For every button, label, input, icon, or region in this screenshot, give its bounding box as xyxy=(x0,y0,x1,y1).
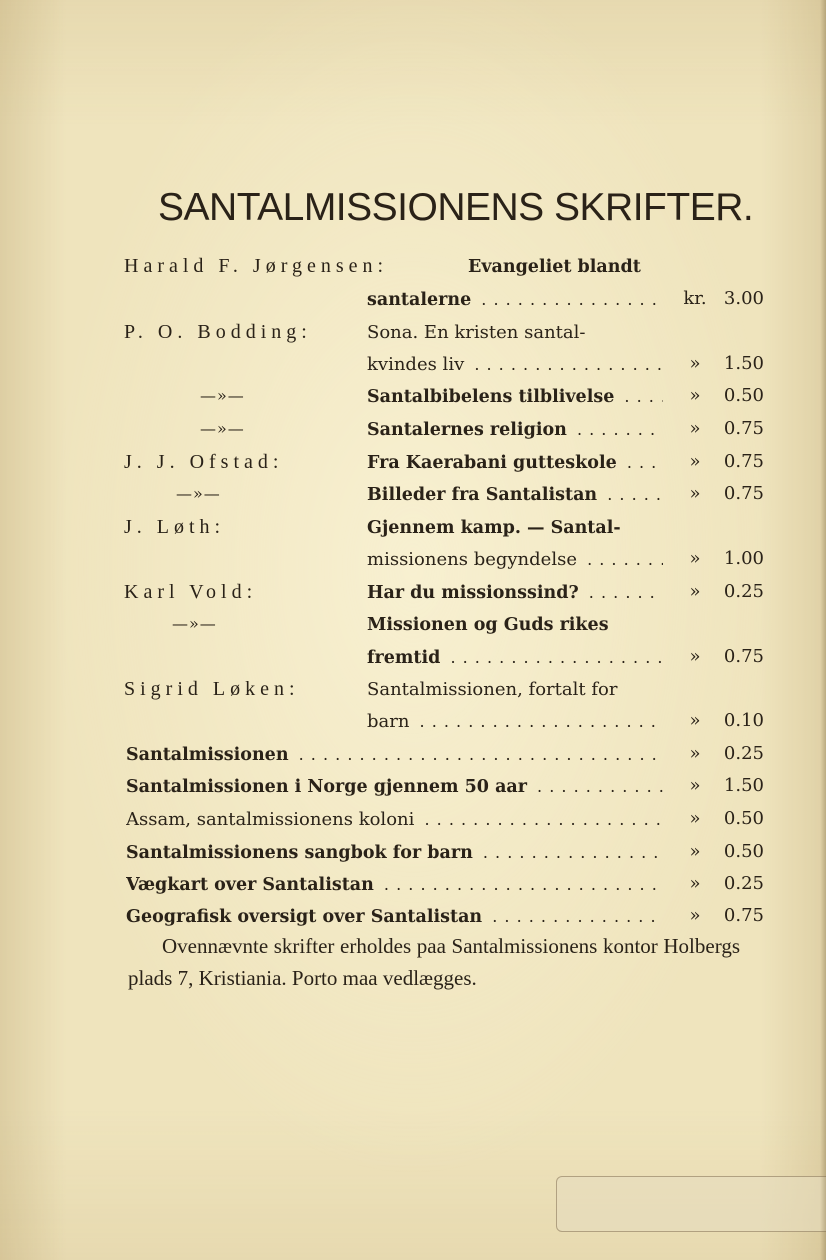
catalog-entry-cont xyxy=(0,348,826,380)
price-unit: » xyxy=(689,385,701,406)
entry-title-line: Har du missionssind? . . . xyxy=(367,576,663,609)
catalog-entry-cont xyxy=(0,641,826,673)
ditto-mark: —»— xyxy=(200,386,245,405)
entry-title-line: fremtid . . . xyxy=(367,641,663,674)
price: 0.10 xyxy=(723,710,764,731)
entry-title-line: santalerne . . . xyxy=(367,283,663,316)
price-unit: » xyxy=(689,581,701,602)
price-unit: » xyxy=(689,775,701,796)
general-entry xyxy=(0,770,826,802)
price: 0.75 xyxy=(723,646,764,667)
price-unit: » xyxy=(689,905,701,926)
entry-title-line: barn . . . xyxy=(367,705,663,738)
price-unit: » xyxy=(689,808,701,829)
entry-author: P. O. Bodding: xyxy=(124,321,312,343)
price-unit: » xyxy=(689,873,701,894)
price: 0.25 xyxy=(723,873,764,894)
price-unit: » xyxy=(689,646,701,667)
price: 1.00 xyxy=(723,548,764,569)
ditto-mark: —»— xyxy=(176,484,221,503)
entry-author: Harald F. Jørgensen: xyxy=(124,255,389,277)
ordering-note: Ovennævnte skrifter erholdes paa Santalmissionens kontor Holbergs plads 7, Kristiania. Porto maa vedlægges. xyxy=(128,934,740,990)
paper-tab xyxy=(556,1176,826,1232)
catalog-entry-cont xyxy=(0,705,826,737)
catalog-entry xyxy=(0,413,826,445)
price: 0.25 xyxy=(723,581,764,602)
price-unit: » xyxy=(689,483,701,504)
price: 0.75 xyxy=(723,905,764,926)
price: 0.75 xyxy=(723,483,764,504)
entry-title-line: Billeder fra Santalistan . . . xyxy=(367,478,663,511)
entry-author: Karl Vold: xyxy=(124,581,258,603)
catalog-entry xyxy=(0,576,826,608)
entry-title-line: Gjennem kamp. — Santal- xyxy=(367,518,621,538)
catalog-entry xyxy=(0,608,826,640)
page-title: SANTALMISSIONENS SKRIFTER. xyxy=(158,186,754,229)
ditto-mark: —»— xyxy=(172,614,217,633)
entry-title-line: missionens begyndelse . . . xyxy=(367,543,663,576)
catalog-entry xyxy=(0,446,826,478)
general-entry xyxy=(0,836,826,868)
entry-title-line: Missionen og Guds rikes xyxy=(367,615,609,635)
entry-title-line: Fra Kaerabani gutteskole . . . xyxy=(367,446,663,479)
price-unit: kr. xyxy=(683,288,707,309)
entry-title-line: Santalernes religion . . . xyxy=(367,413,663,446)
price: 1.50 xyxy=(723,775,764,796)
price: 0.25 xyxy=(723,743,764,764)
price: 3.00 xyxy=(723,288,764,309)
price: 0.50 xyxy=(723,841,764,862)
price-unit: » xyxy=(689,548,701,569)
price-unit: » xyxy=(689,451,701,472)
price-unit: » xyxy=(689,418,701,439)
ditto-mark: —»— xyxy=(200,419,245,438)
entry-title-line: Sona. En kristen santal- xyxy=(367,322,586,343)
general-title: Vægkart over Santalistan . . . xyxy=(126,868,663,901)
general-title: Santalmissionen . . . xyxy=(126,738,663,771)
entry-title-line: Santalbibelens tilblivelse . . . xyxy=(367,380,663,413)
entry-author: J. J. Ofstad: xyxy=(124,451,284,473)
general-entry xyxy=(0,868,826,900)
general-title: Santalmissionen i Norge gjennem 50 aar . . . xyxy=(126,770,663,803)
price: 0.75 xyxy=(723,418,764,439)
page-edge xyxy=(820,0,826,1260)
price: 0.75 xyxy=(723,451,764,472)
general-entry xyxy=(0,738,826,770)
entry-title-line: kvindes liv . . . xyxy=(367,348,663,381)
catalog-entry-cont xyxy=(0,283,826,315)
general-entry xyxy=(0,900,826,932)
price: 1.50 xyxy=(723,353,764,374)
catalog-entry xyxy=(0,511,826,543)
catalog-entry-cont xyxy=(0,543,826,575)
catalog-entry xyxy=(0,478,826,510)
catalog-entry xyxy=(0,250,826,282)
general-entry xyxy=(0,803,826,835)
catalog-entry xyxy=(0,316,826,348)
price-unit: » xyxy=(689,353,701,374)
price-unit: » xyxy=(689,710,701,731)
entry-title-line: Evangeliet blandt xyxy=(468,257,641,277)
price: 0.50 xyxy=(723,808,764,829)
catalog-entry xyxy=(0,380,826,412)
entry-author: Sigrid Løken: xyxy=(124,678,300,700)
general-title: Assam, santalmissionens koloni . . . xyxy=(126,803,663,836)
entry-title-line: Santalmissionen, fortalt for xyxy=(367,679,618,700)
general-title: Geografisk oversigt over Santalistan . . . xyxy=(126,900,663,933)
price-unit: » xyxy=(689,743,701,764)
price: 0.50 xyxy=(723,385,764,406)
general-title: Santalmissionens sangbok for barn . . . xyxy=(126,836,663,869)
price-unit: » xyxy=(689,841,701,862)
catalog-entry xyxy=(0,673,826,705)
entry-author: J. Løth: xyxy=(124,516,226,538)
